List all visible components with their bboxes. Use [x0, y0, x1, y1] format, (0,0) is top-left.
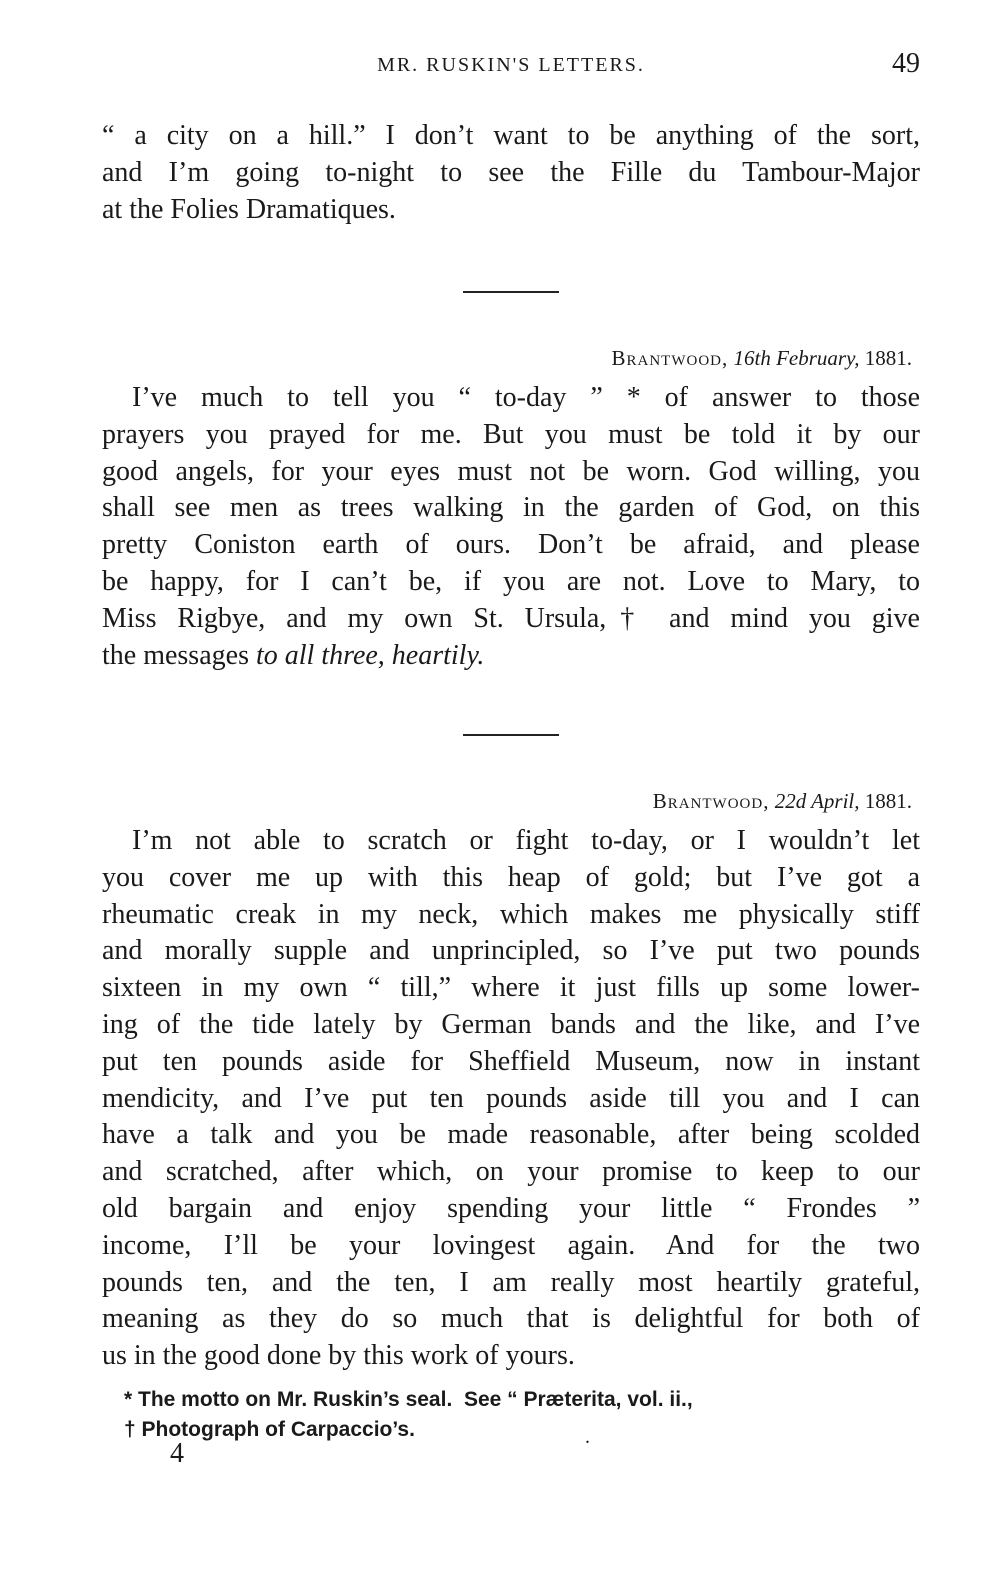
section-divider: [463, 734, 559, 736]
continuation-paragraph: [102, 118, 920, 228]
text-line: have a talk and you be made reasonable, after being scolded: [102, 1119, 920, 1151]
text-line: and scratched, after which, on your promise to keep to our: [102, 1156, 920, 1188]
text-line: prayers you prayed for me. But you must be told it by our: [102, 418, 920, 450]
text-segment: the messages: [102, 639, 256, 671]
signature-mark: 4: [170, 1438, 184, 1469]
page-header: [102, 48, 920, 88]
text-line: good angels, for your eyes must not be worn. God willing, you: [102, 455, 920, 487]
text-line: us in the good done by this work of yours.: [102, 1340, 575, 1372]
text-line: income, I’ll be your lovingest again. And for the two: [102, 1229, 920, 1261]
stray-mark: .: [585, 1426, 590, 1448]
text-line: sixteen in my own “ till,” where it just fills up some lower-: [102, 972, 920, 1004]
dateline-letter-1: [612, 346, 913, 371]
text-line: ing of the tide lately by German bands and the like, and I’ve: [102, 1008, 920, 1040]
running-head: MR. RUSKIN'S LETTERS.: [377, 54, 645, 76]
text-line: you cover me up with this heap of gold; but I’ve got a: [102, 861, 920, 893]
dateline-year: 1881.: [864, 346, 912, 370]
dateline-date: 22d April,: [774, 789, 860, 813]
footnote-seal: * The motto on Mr. Ruskin’s seal. See “ Præterita, vol. ii.,: [124, 1388, 693, 1411]
text-line: be happy, for I can’t be, if you are not. Love to Mary, to: [102, 565, 920, 597]
text-line: meaning as they do so much that is delightful for both of: [102, 1303, 920, 1335]
section-divider: [463, 291, 559, 293]
dateline-date: 16th February,: [733, 346, 860, 370]
dateline-letter-2: [653, 789, 912, 814]
dateline-place: Brantwood,: [652, 789, 770, 813]
text-line: pretty Coniston earth of ours. Don’t be afraid, and please: [102, 529, 920, 561]
text-line: pounds ten, and the ten, I am really most heartily grateful,: [102, 1266, 920, 1298]
text-line: Miss Rigbye, and my own St. Ursula,† and mind you give: [102, 602, 920, 634]
emphasis-text: to all three, heartily.: [255, 639, 485, 671]
text-line: “ a city on a hill.” I don’t want to be anything of the sort,: [102, 120, 920, 151]
dateline-place: Brantwood,: [611, 346, 729, 370]
text-line: old bargain and enjoy spending your little “ Frondes ”: [102, 1192, 920, 1224]
text-line: I’ve much to tell you “ to-day ” * of answer to those: [132, 382, 920, 413]
text-line: shall see men as trees walking in the garden of God, on this: [102, 492, 920, 524]
text-line: [102, 638, 920, 675]
dateline-year: 1881.: [864, 789, 912, 813]
letter-2-body: [102, 823, 920, 1375]
letter-1-body: [102, 380, 920, 674]
page-number: 49: [892, 48, 920, 79]
text-line: mendicity, and I’ve put ten pounds aside till you and I can: [102, 1082, 920, 1114]
text-line: rheumatic creak in my neck, which makes me physically stiff: [102, 898, 920, 930]
footnote-photograph: † Photograph of Carpaccio’s.: [124, 1418, 415, 1441]
text-line: and morally supple and unprincipled, so I’ve put two pounds: [102, 935, 920, 967]
text-line: put ten pounds aside for Sheffield Museum, now in instant: [102, 1045, 920, 1077]
text-line: and I’m going to-night to see the Fille du Tambour-Major: [102, 156, 920, 188]
text-line: I’m not able to scratch or fight to-day, or I wouldn’t let: [132, 825, 920, 856]
text-line: at the Folies Dramatiques.: [102, 193, 396, 225]
